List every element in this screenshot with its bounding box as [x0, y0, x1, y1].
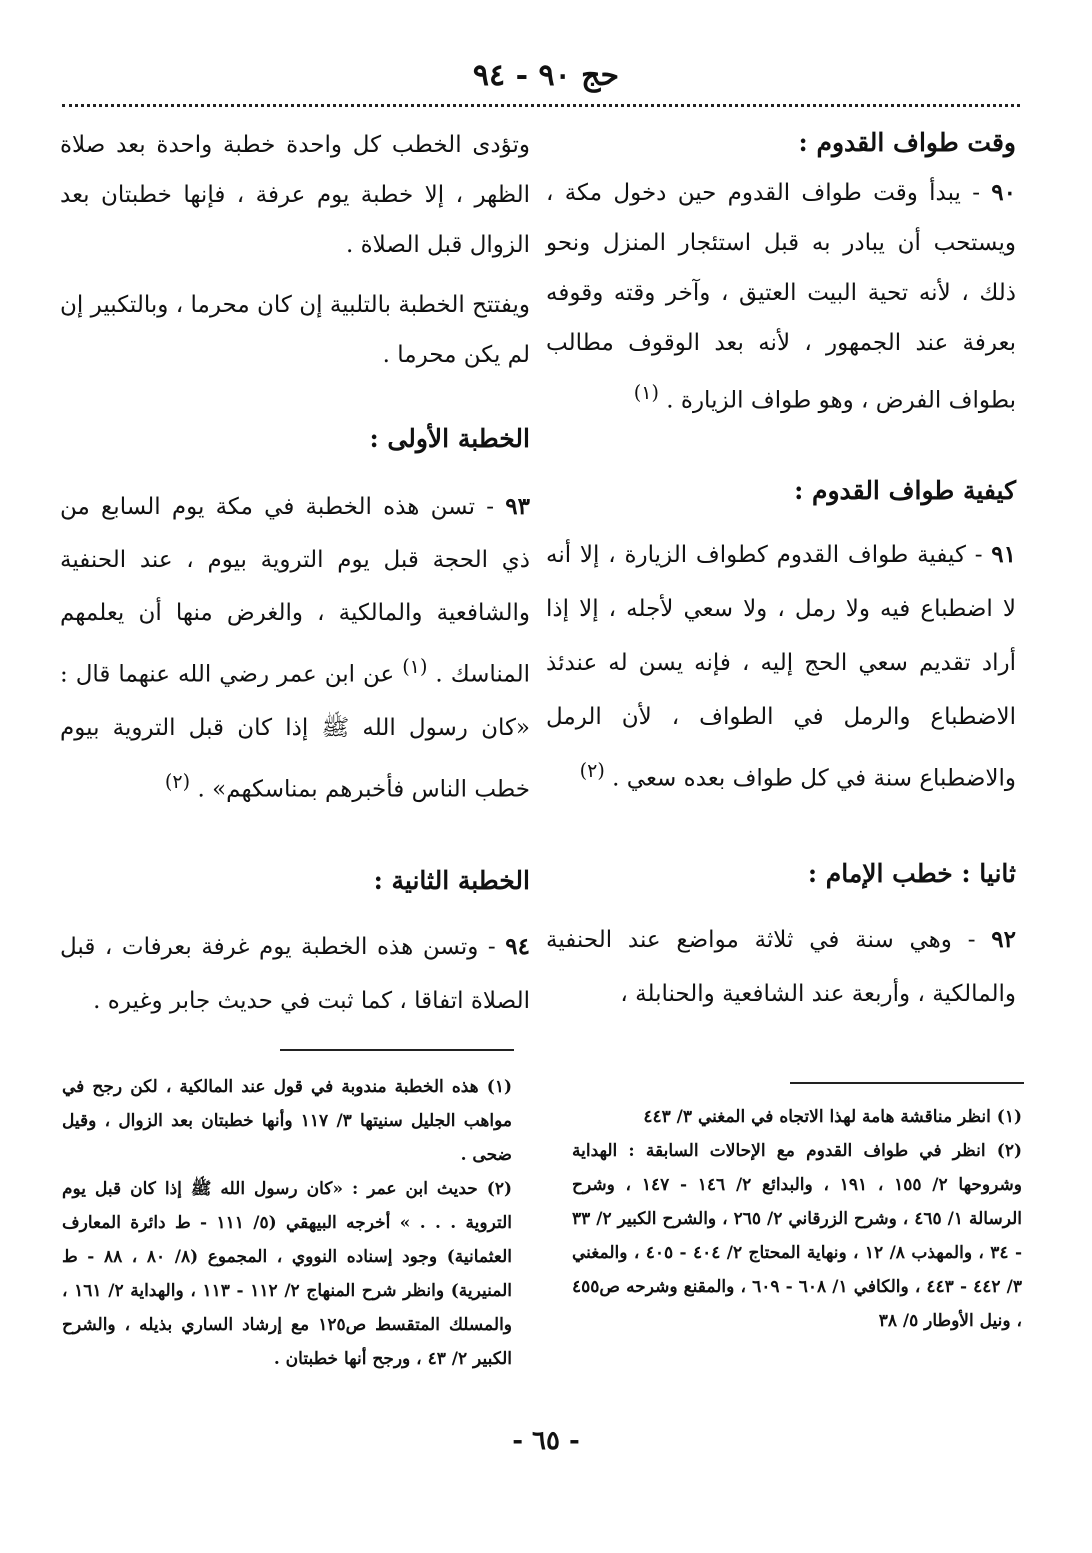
heading-qudum-manner: كيفية طواف القدوم :: [794, 475, 1016, 505]
paragraph-number: ٩٣: [505, 493, 530, 520]
paragraph-91: [546, 528, 1016, 806]
paragraph-text: - تسن هذه الخطبة في مكة يوم السابع من ذي الحجة قبل يوم التروية بيوم ، عند الحنفية والشافعية والمالكية ، والغرض منها أن يعلمهم المناسك .: [60, 494, 531, 688]
heading-imam-sermons: ثانيا : خطب الإمام :: [807, 859, 1016, 889]
footnote-item: (١) انظر مناقشة هامة لهذا الاتجاه في المغني ٣/ ٤٤٣: [643, 1107, 1022, 1127]
heading-qudum-time: وقت طواف القدوم :: [798, 128, 1016, 157]
paragraph-text-2: عن ابن عمر رضي الله عنهما قال : «كان رسول الله ﷺ إذا كان قبل التروية بيوم خطب الناس فأخبرهم بمناسكهم» .: [60, 661, 530, 803]
left-column: [60, 120, 530, 1028]
footnote-divider-right: [790, 1082, 1024, 1084]
page-number: - ٦٥ -: [512, 1426, 580, 1456]
paragraph-90: [546, 168, 1016, 426]
footnote-divider-left: [280, 1049, 514, 1051]
page-header-title: حج ٩٠ - ٩٤: [472, 58, 620, 93]
footnote-ref: (١): [633, 381, 659, 404]
paragraph-text: - وهي سنة في ثلاثة مواضع عند الحنفية والمالكية ، وأربعة عند الشافعية والحنابلة ،: [546, 927, 1016, 1008]
paragraph-number: ٩٠: [991, 179, 1016, 206]
header-divider: [62, 104, 1020, 107]
paragraph-text: - يبدأ وقت طواف القدوم حين دخول مكة ، ويستحب أن يبادر به قبل استئجار المنزل ونحو ذلك ، لأنه تحية البيت العتيق ، وآخر وقته وقوفه بعرفة عند الجمهور ، لأنه بعد الوقوف مطالب بطواف الفرض ، وهو طواف الزيارة .: [546, 180, 1016, 414]
footnotes-left: [62, 1070, 512, 1376]
paragraph-continued-1: وتؤدى الخطب كل واحدة خطبة واحدة بعد صلاة الظهر ، إلا خطبة يوم عرفة ، فإنها خطبتان بعد الزوال قبل الصلاة .: [60, 132, 530, 258]
footnote-item: (٢) حديث ابن عمر : «كان رسول الله ﷺ إذا كان قبل يوم التروية . . . » أخرجه البيهقي (٥/ ١١١ - ط دائرة المعارف العثمانية) وجود إسناده النووي ، المجموع (٨/ ٨٠ ، ٨٨ - ط المنيرية) وانظر شرح المنهاج ٢/ ١١٢ - ١١٣ ، والهداية ٢/ ١٦١ ، والمسلك المتقسط ص١٢٥ مع إرشاد الساري بذيله ، والشرح الكبير ٢/ ٤٣ ، ورجح أنها خطبتان .: [62, 1179, 513, 1369]
right-column: [546, 118, 1016, 1021]
paragraph-number: ٩٢: [991, 926, 1016, 954]
heading-second-sermon: الخطبة الثانية :: [373, 866, 530, 896]
heading-first-sermon: الخطبة الأولى :: [369, 424, 530, 453]
footnotes-right: [572, 1100, 1022, 1338]
paragraph-continued-2: ويفتتح الخطبة بالتلبية إن كان محرما ، وبالتكبير إن لم يكن محرما .: [60, 292, 530, 368]
footnote-ref: (٢): [164, 769, 191, 793]
paragraph-text: - كيفية طواف القدوم كطواف الزيارة ، إلا أنه لا اضطباع فيه ولا رمل ، ولا سعي لأجله ، إلا إذا أراد تقديم سعي الحج إليه ، فإنه يسن له عندئذ الاضطباع والرمل في الطواف ، لأن الرمل والاضطباع سنة في كل طواف بعده سعي .: [546, 541, 1016, 792]
footnote-item: (١) هذه الخطبة مندوبة في قول عند المالكية ، لكن رجح في مواهب الجليل سنيتها ٣/ ١١٧ وأنها خطبتان بعد الزوال ، وقيل ضحى .: [62, 1077, 512, 1165]
footnote-ref: (١): [402, 655, 428, 678]
footnote-ref: (٢): [579, 758, 605, 782]
paragraph-92: [546, 913, 1016, 1021]
paragraph-number: ٩٤: [505, 933, 530, 961]
paragraph-93: [60, 480, 530, 816]
footnote-item: (٢) انظر في طواف القدوم مع الإحالات السابقة : الهداية وشروحها ٢/ ١٥٥ ، ١٩١ ، والبدائع ٢/ ١٤٦ - ١٤٧ ، وشرح الرسالة ١/ ٤٦٥ ، وشرح الزرقاني ٢/ ٢٦٥ ، والشرح الكبير ٢/ ٣٣ - ٣٤ ، والمهذب ٨/ ١٢ ، ونهاية المحتاج ٢/ ٤٠٤ - ٤٠٥ ، والمغني ٣/ ٤٤٢ - ٤٤٣ ، والكافي ١/ ٦٠٨ - ٦٠٩ ، والمقنع وشرحه ص٤٥٥ ، ونيل الأوطار ٥/ ٣٨: [572, 1141, 1023, 1331]
paragraph-94: [60, 920, 530, 1028]
paragraph-text: - وتسن هذه الخطبة يوم غرفة بعرفات ، قبل الصلاة اتفاقا ، كما ثبت في حديث جابر وغيره .: [60, 934, 530, 1015]
paragraph-number: ٩١: [991, 540, 1016, 568]
